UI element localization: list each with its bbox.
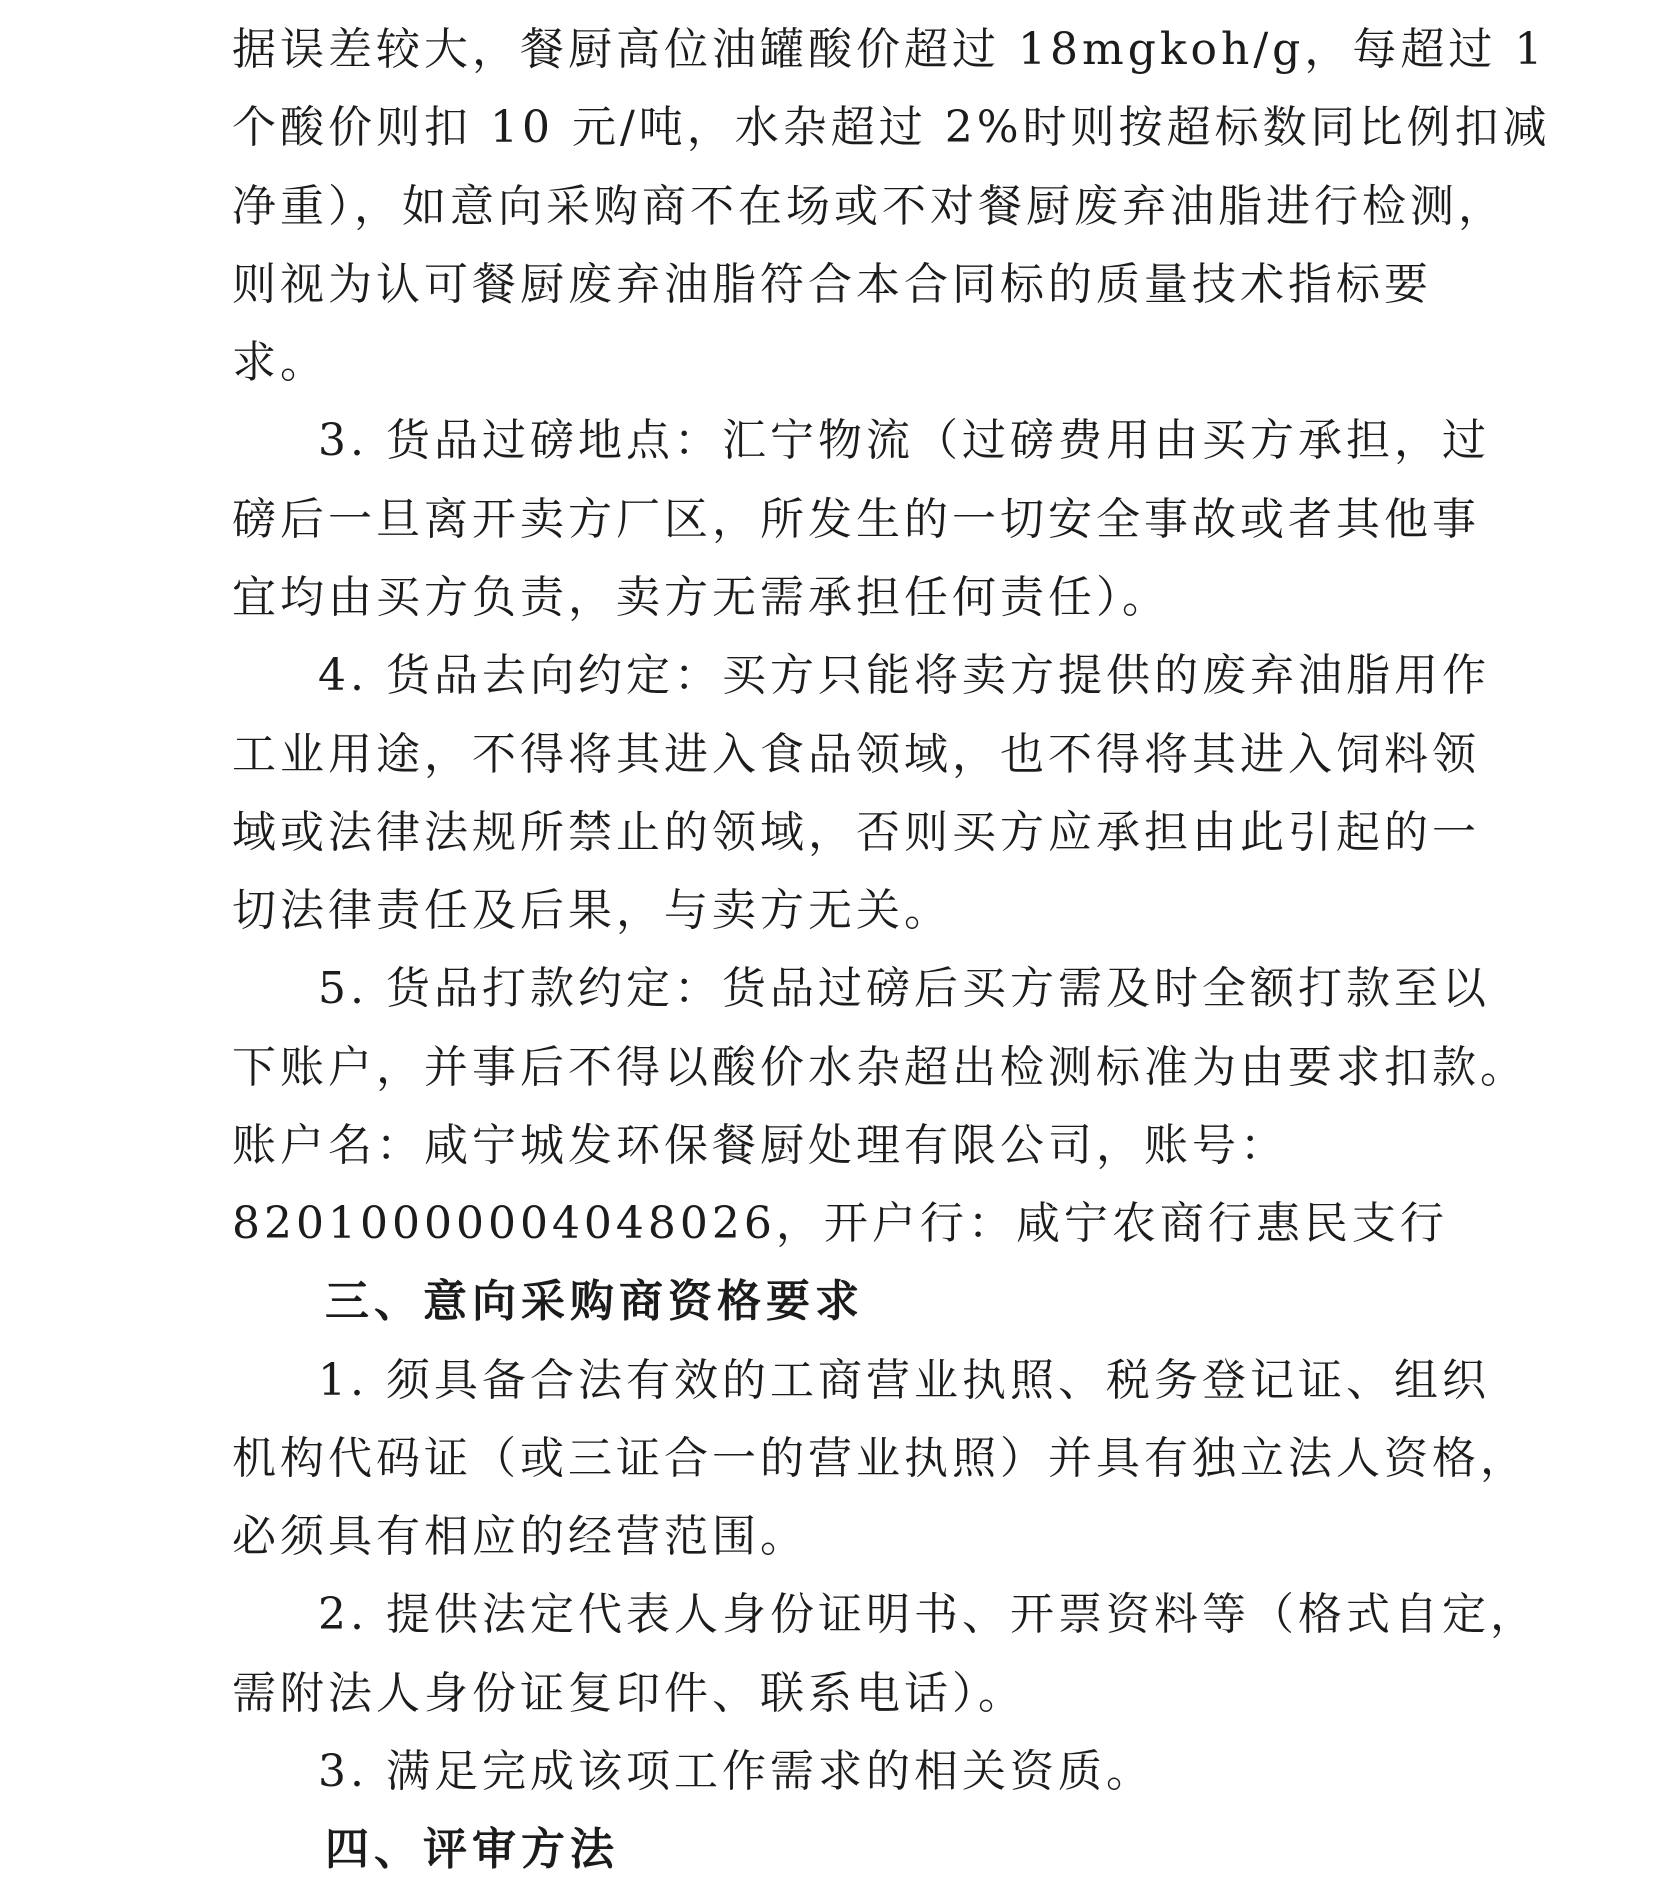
account-number-line: 82010000004048026，开户行：咸宁农商行惠民支行	[232, 1198, 1448, 1249]
text-line-continuation: 则视为认可餐厨废弃油脂符合本合同标的质量技术指标要	[232, 259, 1432, 310]
text-line-continuation: 求。	[232, 337, 328, 388]
text-line-continuation: 个酸价则扣 10 元/吨，水杂超过 2%时则按超标数同比例扣减	[232, 102, 1551, 153]
text-line-continuation: 切法律责任及后果，与卖方无关。	[232, 885, 952, 936]
text-line-continuation: 净重），如意向采购商不在场或不对餐厨废弃油脂进行检测，	[232, 181, 1506, 232]
item-3-weighing-location: 3. 货品过磅地点：汇宁物流（过磅费用由买方承担，过	[318, 415, 1490, 466]
requirement-1: 1. 须具备合法有效的工商营业执照、税务登记证、组织	[318, 1355, 1490, 1406]
text-line-continuation: 需附法人身份证复印件、联系电话）。	[232, 1668, 1026, 1719]
requirement-2: 2. 提供法定代表人身份证明书、开票资料等（格式自定，	[318, 1589, 1538, 1640]
text-line-continuation: 工业用途，不得将其进入食品领域，也不得将其进入饲料领	[232, 729, 1480, 780]
text-line-continuation: 必须具有相应的经营范围。	[232, 1511, 808, 1562]
account-name-line: 账户名：咸宁城发环保餐厨处理有限公司，账号：	[232, 1120, 1288, 1171]
text-line-continuation: 宜均由买方负责，卖方无需承担任何责任）。	[232, 572, 1170, 623]
section-heading-3: 三、意向采购商资格要求	[325, 1276, 864, 1327]
text-line-continuation: 磅后一旦离开卖方厂区，所发生的一切安全事故或者其他事	[232, 494, 1480, 545]
text-line-continuation: 机构代码证（或三证合一的营业执照）并具有独立法人资格，	[232, 1433, 1528, 1484]
section-heading-4: 四、评审方法	[325, 1824, 619, 1875]
item-5-payment-terms: 5. 货品打款约定：货品过磅后买方需及时全额打款至以	[318, 963, 1490, 1014]
item-4-goods-destination: 4. 货品去向约定：买方只能将卖方提供的废弃油脂用作	[318, 650, 1490, 701]
text-line-continuation: 据误差较大，餐厨高位油罐酸价超过 18mgkoh/g，每超过 1	[232, 24, 1547, 75]
text-line-continuation: 下账户，并事后不得以酸价水杂超出检测标准为由要求扣款。	[232, 1042, 1528, 1093]
requirement-3: 3. 满足完成该项工作需求的相关资质。	[318, 1746, 1154, 1797]
text-line-continuation: 域或法律法规所禁止的领域，否则买方应承担由此引起的一	[232, 807, 1480, 858]
